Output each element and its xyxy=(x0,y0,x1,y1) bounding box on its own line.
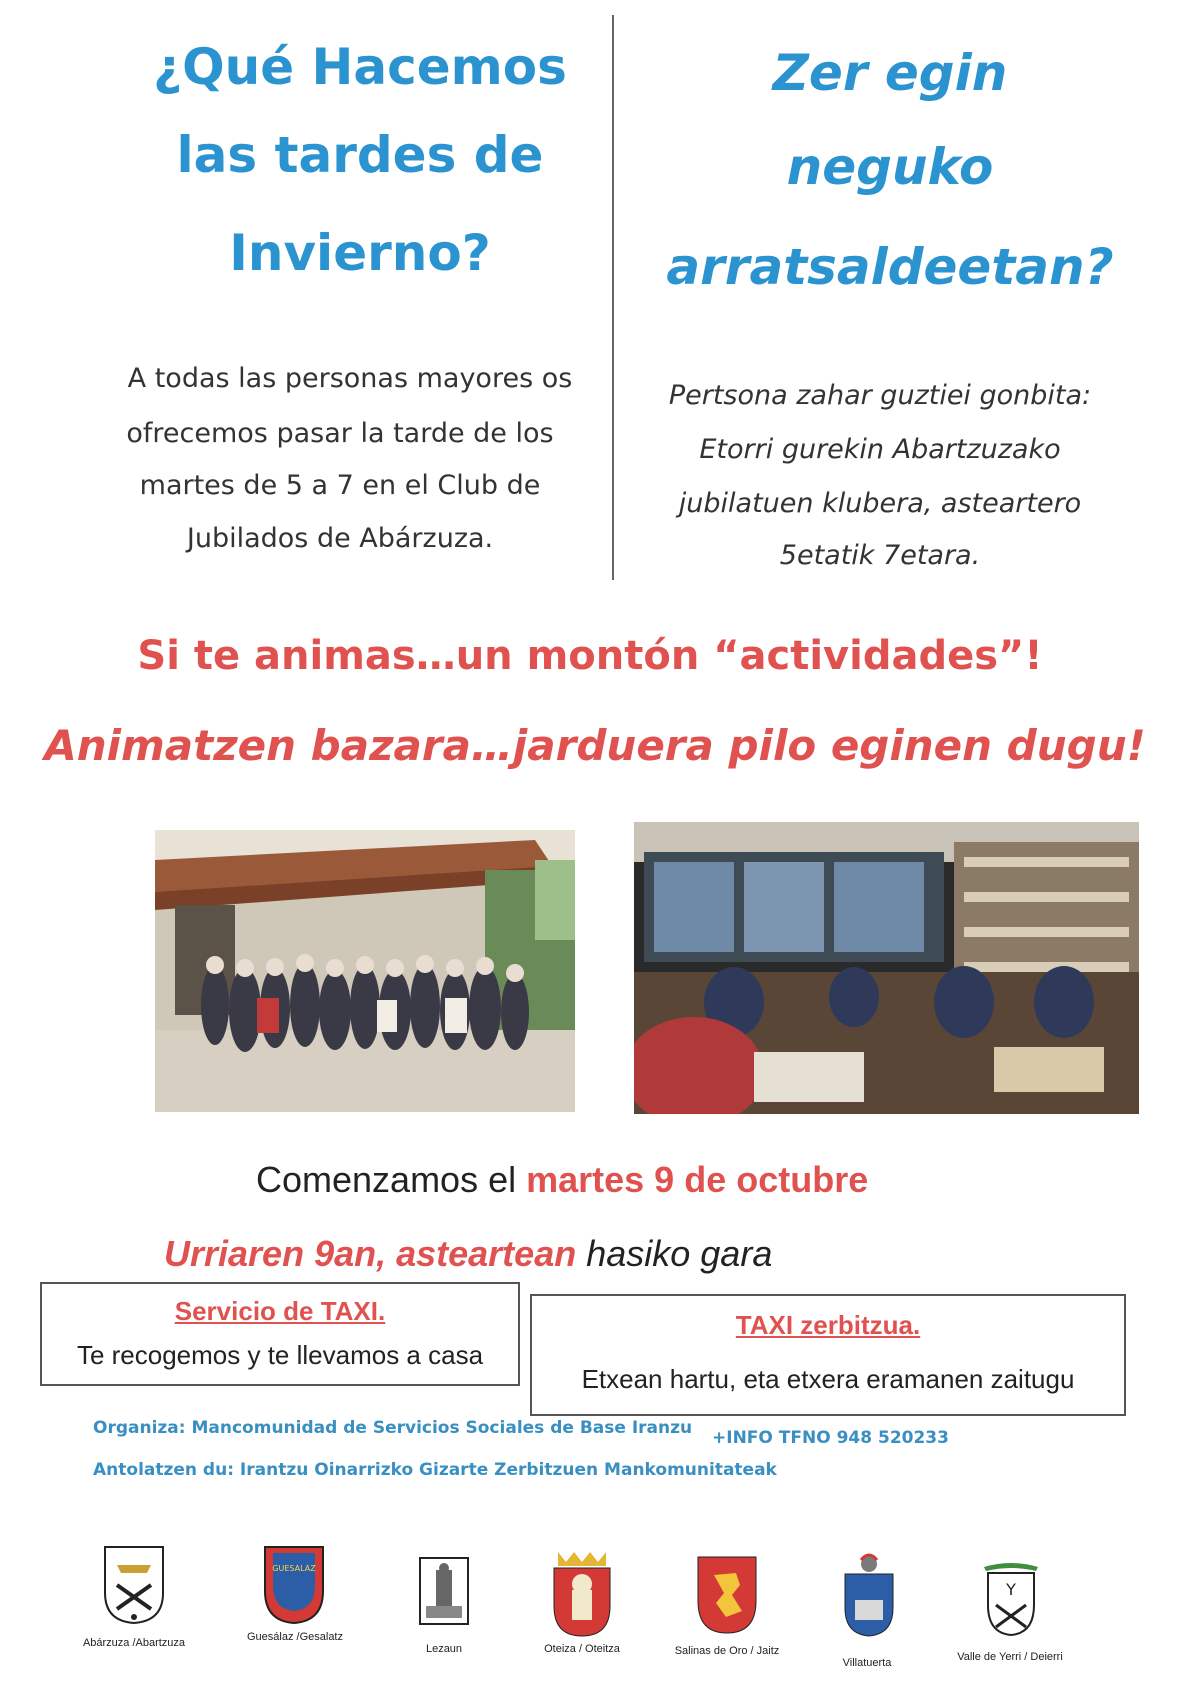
salinas-label: Salinas de Oro / Jaitz xyxy=(674,1645,780,1657)
taxi-box-spanish xyxy=(40,1282,520,1386)
intro-eu-line-4: 5etatik 7etara. xyxy=(779,540,981,571)
lezaun-crest-icon xyxy=(418,1556,470,1626)
oteiza-crest-icon xyxy=(550,1550,614,1638)
slogan-spanish: Si te animas…un montón “actividades”! xyxy=(137,633,1043,679)
intro-es-line-2: ofrecemos pasar la tarde de los xyxy=(126,418,554,449)
title-eu-line-1: Zer egin xyxy=(772,44,1008,102)
start-spanish xyxy=(256,1159,1136,1200)
slogan-basque: Animatzen bazara…jarduera pilo eginen dugu! xyxy=(44,721,1146,770)
intro-es-line-3: martes de 5 a 7 en el Club de xyxy=(139,470,541,501)
taxi-es-title: Servicio de TAXI. xyxy=(174,1296,386,1326)
yerri-label: Valle de Yerri / Deierri xyxy=(957,1651,1063,1663)
title-eu-line-2: neguko xyxy=(786,138,994,196)
guesalaz-crest-icon xyxy=(263,1545,325,1625)
organizer-spanish: Organiza: Mancomunidad de Servicios Sociales de Base Iranzu xyxy=(93,1418,693,1438)
organizer-info-phone: +INFO TFNO 948 520233 xyxy=(712,1428,949,1448)
svg-text:Y: Y xyxy=(1006,1580,1016,1599)
intro-eu-line-1: Pertsona zahar guztiei gonbita: xyxy=(668,380,1092,411)
guesalaz-label: Guesálaz /Gesalatz xyxy=(247,1631,343,1643)
intro-es-line-4: Jubilados de Abárzuza. xyxy=(186,523,494,554)
villatuerta-crest-icon xyxy=(841,1552,897,1638)
title-es-line-2: las tardes de xyxy=(176,126,544,184)
taxi-es-text: Te recogemos y te llevamos a casa xyxy=(76,1340,484,1370)
oteiza-label: Oteiza / Oteitza xyxy=(544,1643,620,1655)
abarzuza-crest-icon xyxy=(103,1545,165,1625)
guesalaz-crest-text: GUESALAZ xyxy=(272,1564,316,1573)
group-photo-illustration xyxy=(155,830,575,1112)
title-es-line-3: Invierno? xyxy=(229,224,491,282)
start-es-date: martes 9 de octubre xyxy=(526,1159,869,1200)
start-es-prefix: Comenzamos el xyxy=(256,1159,527,1200)
salinas-crest-icon xyxy=(696,1555,758,1635)
title-es-line-1: ¿Qué Hacemos xyxy=(153,38,567,96)
yerri-crest-icon xyxy=(980,1561,1042,1637)
start-basque xyxy=(164,1233,1064,1274)
photo-indoor-games xyxy=(634,822,1139,1114)
abarzuza-label: Abárzuza /Abartzuza xyxy=(82,1637,186,1649)
games-photo-illustration xyxy=(634,822,1139,1114)
lezaun-label: Lezaun xyxy=(425,1643,463,1655)
intro-eu-line-3: jubilatuen klubera, asteartero xyxy=(678,488,1082,519)
photo-group-outdoor xyxy=(155,830,575,1112)
start-eu-suffix: hasiko gara xyxy=(576,1233,773,1274)
taxi-eu-title: TAXI zerbitzua. xyxy=(735,1310,921,1340)
title-eu-line-3: arratsaldeetan? xyxy=(666,238,1114,296)
start-eu-date: Urriaren 9an, asteartean xyxy=(164,1233,577,1274)
intro-eu-line-2: Etorri gurekin Abartzuzako xyxy=(699,434,1061,465)
taxi-eu-text: Etxean hartu, eta etxera eramanen zaitugu xyxy=(581,1364,1075,1394)
organizer-basque: Antolatzen du: Irantzu Oinarrizko Gizarte Zerbitzuen Mankomunitateak xyxy=(93,1460,777,1480)
column-divider xyxy=(612,15,614,580)
villatuerta-label: Villatuerta xyxy=(842,1657,892,1669)
intro-es-line-1: A todas las personas mayores os xyxy=(127,363,573,394)
taxi-box-basque xyxy=(530,1294,1126,1416)
